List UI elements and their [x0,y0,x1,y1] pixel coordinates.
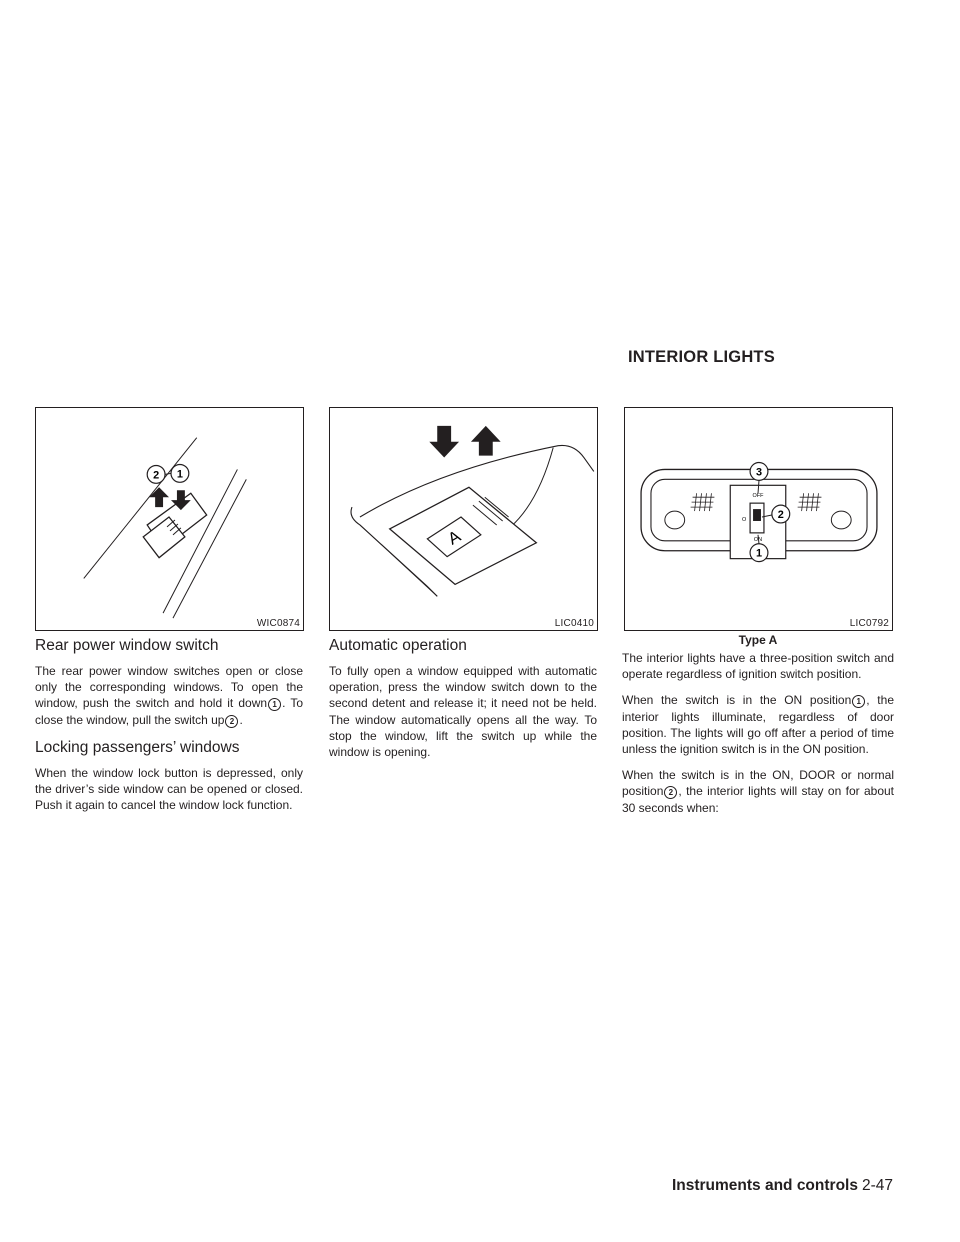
auto-window-switch-illustration [330,408,597,630]
switch-label-o: O [742,516,747,523]
callout-3: 3 [755,466,763,479]
figure-caption: Type A [738,633,778,647]
arrow-down-icon [429,426,459,458]
switch-label-off: OFF [752,493,764,500]
heading-locking-passengers-windows: Locking passengers’ windows [35,738,240,756]
callout-ref-2: 2 [225,715,238,728]
switch-letter: A [444,526,464,549]
figure-code: WIC0874 [256,618,300,629]
heading-rear-power-window-switch: Rear power window switch [35,637,219,654]
paragraph-rear-power-window: The rear power window switches open or close only the corresponding windows. To open the window, push the switch and hold it down 1 . To close the window, pull the switch up 2 . [35,664,304,727]
chapter-name: Instruments and controls [671,1177,858,1194]
column-2 [329,636,597,770]
paragraph-interior-lights-intro: The interior lights have a three-position switch and operate regardless of ignition switch position. [622,651,894,682]
arrow-up-icon [471,426,501,456]
paragraph-locking-windows: When the window lock button is depressed, only the driver’s side window can be opened or closed. Push it again to cancel the window lock function. [35,765,303,813]
heading-automatic-operation: Automatic operation [329,637,467,654]
figure-code: LIC0792 [849,618,889,629]
rear-window-switch-illustration [36,408,303,630]
callout-1: 1 [176,468,183,481]
page-number: 2-47 [861,1177,893,1194]
column-1 [35,636,303,823]
figure-automatic-operation [329,407,598,631]
page-footer [672,1177,893,1195]
paragraph-automatic-operation: To fully open a window equipped with automatic operation, press the window switch down to the second detent and release it; it need not be held. The window automatically opens all the way. To stop the window, lift the switch up while the window is opening. [329,664,597,760]
switch-label-on: ON [753,536,763,543]
paragraph-on-position: When the switch is in the ON position 1 , the interior lights illuminate, regardless of door position. The lights will go off after a period of time unless the ignition switch is in the ON position. [622,693,894,757]
interior-light-illustration [625,408,892,630]
callout-2: 2 [777,509,784,522]
figure-code: LIC0410 [554,618,594,629]
section-title: INTERIOR LIGHTS [628,348,775,366]
column-3 [622,650,894,826]
callout-ref-1: 1 [268,698,281,711]
figure-interior-light [624,407,893,631]
paragraph-door-position: When the switch is in the ON, DOOR or normal position 2 , the interior lights will stay on for about 30 seconds when: [622,768,894,815]
callout-2: 2 [153,469,160,482]
callout-1: 1 [755,547,763,560]
figure-rear-window-switch [35,407,304,631]
callout-ref-2: 2 [664,786,677,799]
callout-ref-1: 1 [852,695,865,708]
